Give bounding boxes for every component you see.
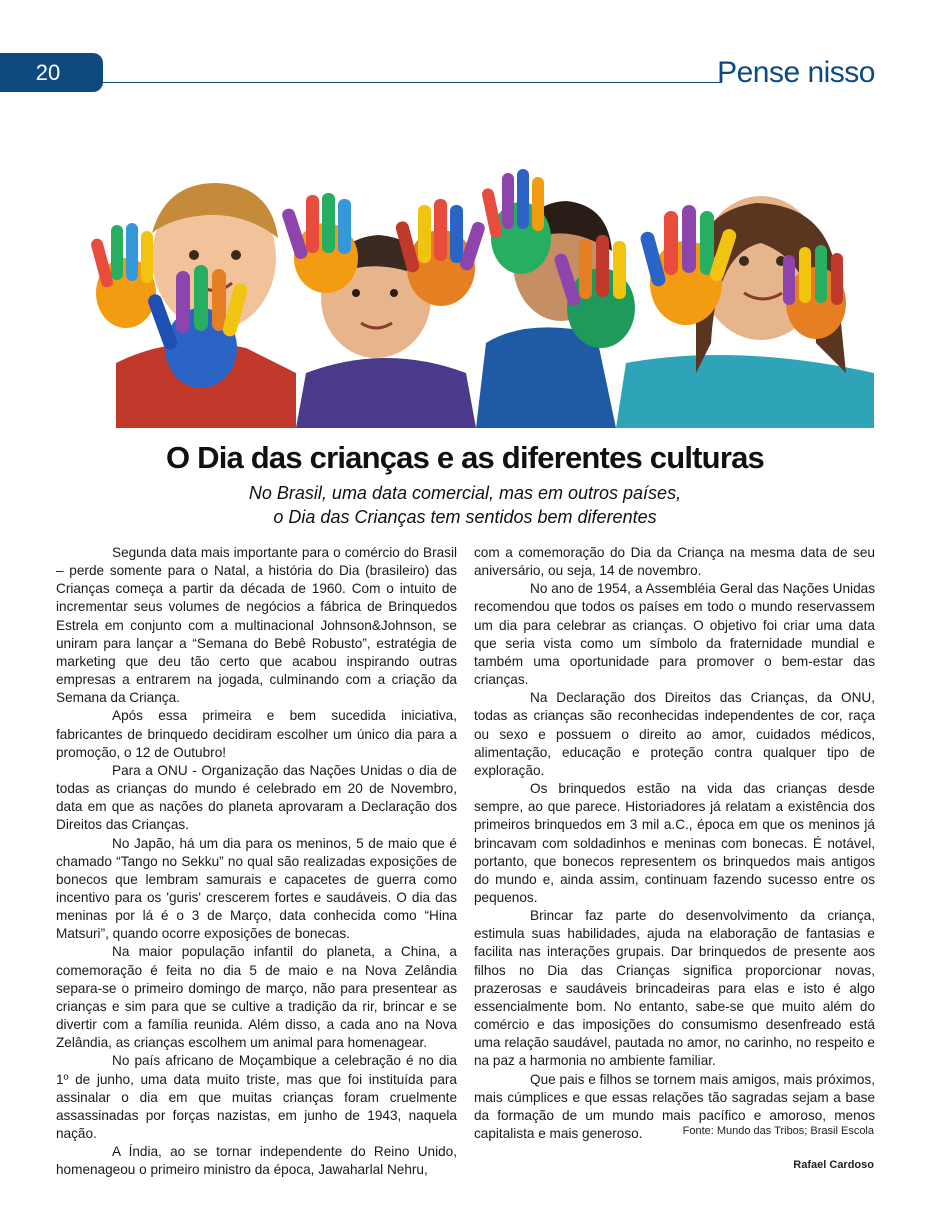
source-credit: Fonte: Mundo das Tribos; Brasil Escola xyxy=(682,1125,874,1137)
paragraph: No país africano de Moçambique a celebração é no dia 1º de junho, uma data muito triste, mas que foi instituída para assinalar o dia em que muitas crianças foram cruelmente assassinadas por forças nazistas, em junho de 1943, naquela nação. xyxy=(56,1053,457,1141)
paragraph: A Índia, ao se tornar independente do Reino Unido, homenageou o primeiro ministro da época, Jawaharlal Nehru, xyxy=(56,1144,457,1178)
hero-photo-children-painted-hands xyxy=(56,143,874,428)
article-column-left xyxy=(56,544,457,1179)
article-subtitle-line-1: No Brasil, uma data comercial, mas em outros países, xyxy=(248,483,682,503)
paragraph: Após essa primeira e bem sucedida iniciativa, fabricantes de brinquedo decidiram escolher um único dia para a promoção, o 12 de Outubro! xyxy=(56,708,457,760)
paragraph: Brincar faz parte do desenvolvimento da criança, estimula suas habilidades, ajuda na elaboração de fantasias e facilita nas interações grupais. Dar brinquedos de presente aos filhos no Dia das Crianças significa proporcionar novas, prazerosas e saudáveis brincadeiras para elas e isto é algo essencialmente bom. No entanto, sabe-se que muito além do comércio e das imposições do consumismo desenfreado está uma relação saudável, pautada no amor, no carinho, no respeito e na paz a harmonia no ambiente familiar. xyxy=(474,908,875,1069)
paragraph: Na maior população infantil do planeta, a China, a comemoração é feita no dia 5 de maio e na Nova Zelândia separa-se o primeiro domingo de março, não para presentear as crianças e sim para que se cultive a tradição da rir, brincar e se divertir com a família reunida. Além disso, a cada ano na Nova Zelândia, as crianças escolhem um animal para homenagear. xyxy=(56,944,457,1051)
paragraph: Na Declaração dos Direitos das Crianças, da ONU, todas as crianças são reconhecidas independentes de cor, raça ou sexo e possuem o direito ao amor, cuidados médicos, alimentação, educação e proteção contra qualquer tipo de exploração. xyxy=(474,690,875,778)
paragraph: Que pais e filhos se tornem mais amigos, mais próximos, mais cúmplices e que essas relações tão sagradas sejam a base da formação de um mundo mais pacífico e amoroso, menos capitalista e mais generoso. xyxy=(474,1071,875,1141)
paragraph: Para a ONU - Organização das Nações Unidas o dia de todas as crianças do mundo é celebrado em 20 de Novembro, data em que as nações do planeta aprovaram a Declaração dos Direitos das Crianças. xyxy=(56,762,457,833)
paragraph: Os brinquedos estão na vida das crianças desde sempre, ao que parece. Historiadores já relatam a existência dos primeiros brinquedos em 3 mil a.C., época em que os meninos já brincavam com soldadinhos e meninas com bonecas. É notável, portanto, que bonecos representem os brinquedos mais antigos do mundo e, ainda assim, continuam fazendo sucesso entre os pequenos. xyxy=(474,781,875,905)
paragraph: Segunda data mais importante para o comércio do Brasil – perde somente para o Natal, a história do Dia (brasileiro) das Crianças começa a partir da década de 1960. Com o intuito de incrementar seus volumes de negócios a fábrica de Brinquedos Estrela em conjunto com a multinacional Johnson&Johnson, se uniram para lançar a “Semana do Bebê Robusto”, estratégia de marketing que deu tão certo que acabou inspirando outras empresas a entrarem na jogada, culminando com a criação da Semana da Criança. xyxy=(56,545,457,706)
article-column-right xyxy=(474,544,875,1143)
section-title: Pense nisso xyxy=(717,56,875,89)
paragraph: No Japão, há um dia para os meninos, 5 de maio que é chamado “Tango no Sekku” no qual são realizadas exposições de bonecos que lembram samurais e capacetes de guerra como incentivo para os 'guris' crescerem fortes e saudáveis. O dia das meninas por lá é o 3 de Março, data conhecida como “Hina Matsuri”, quando ocorre exposições de bonecas. xyxy=(56,835,457,942)
header-rule xyxy=(103,82,722,83)
paragraph: No ano de 1954, a Assembléia Geral das Nações Unidas recomendou que todos os países em todo o mundo reservassem um dia para celebrar as crianças. O objetivo foi criar uma data que seria vista como um símbolo da fraternidade mundial e também uma oportunidade para promover o bem-estar das crianças. xyxy=(474,581,875,688)
article-title: O Dia das crianças e as diferentes culturas xyxy=(166,440,764,475)
page-number: 20 xyxy=(35,60,61,85)
paragraph-continuation: com a comemoração do Dia da Criança na mesma data de seu aniversário, ou seja, 14 de novembro. xyxy=(474,545,875,579)
article-subtitle-line-2: o Dia das Crianças tem sentidos bem diferentes xyxy=(273,507,657,527)
author-name: Rafael Cardoso xyxy=(793,1159,874,1171)
